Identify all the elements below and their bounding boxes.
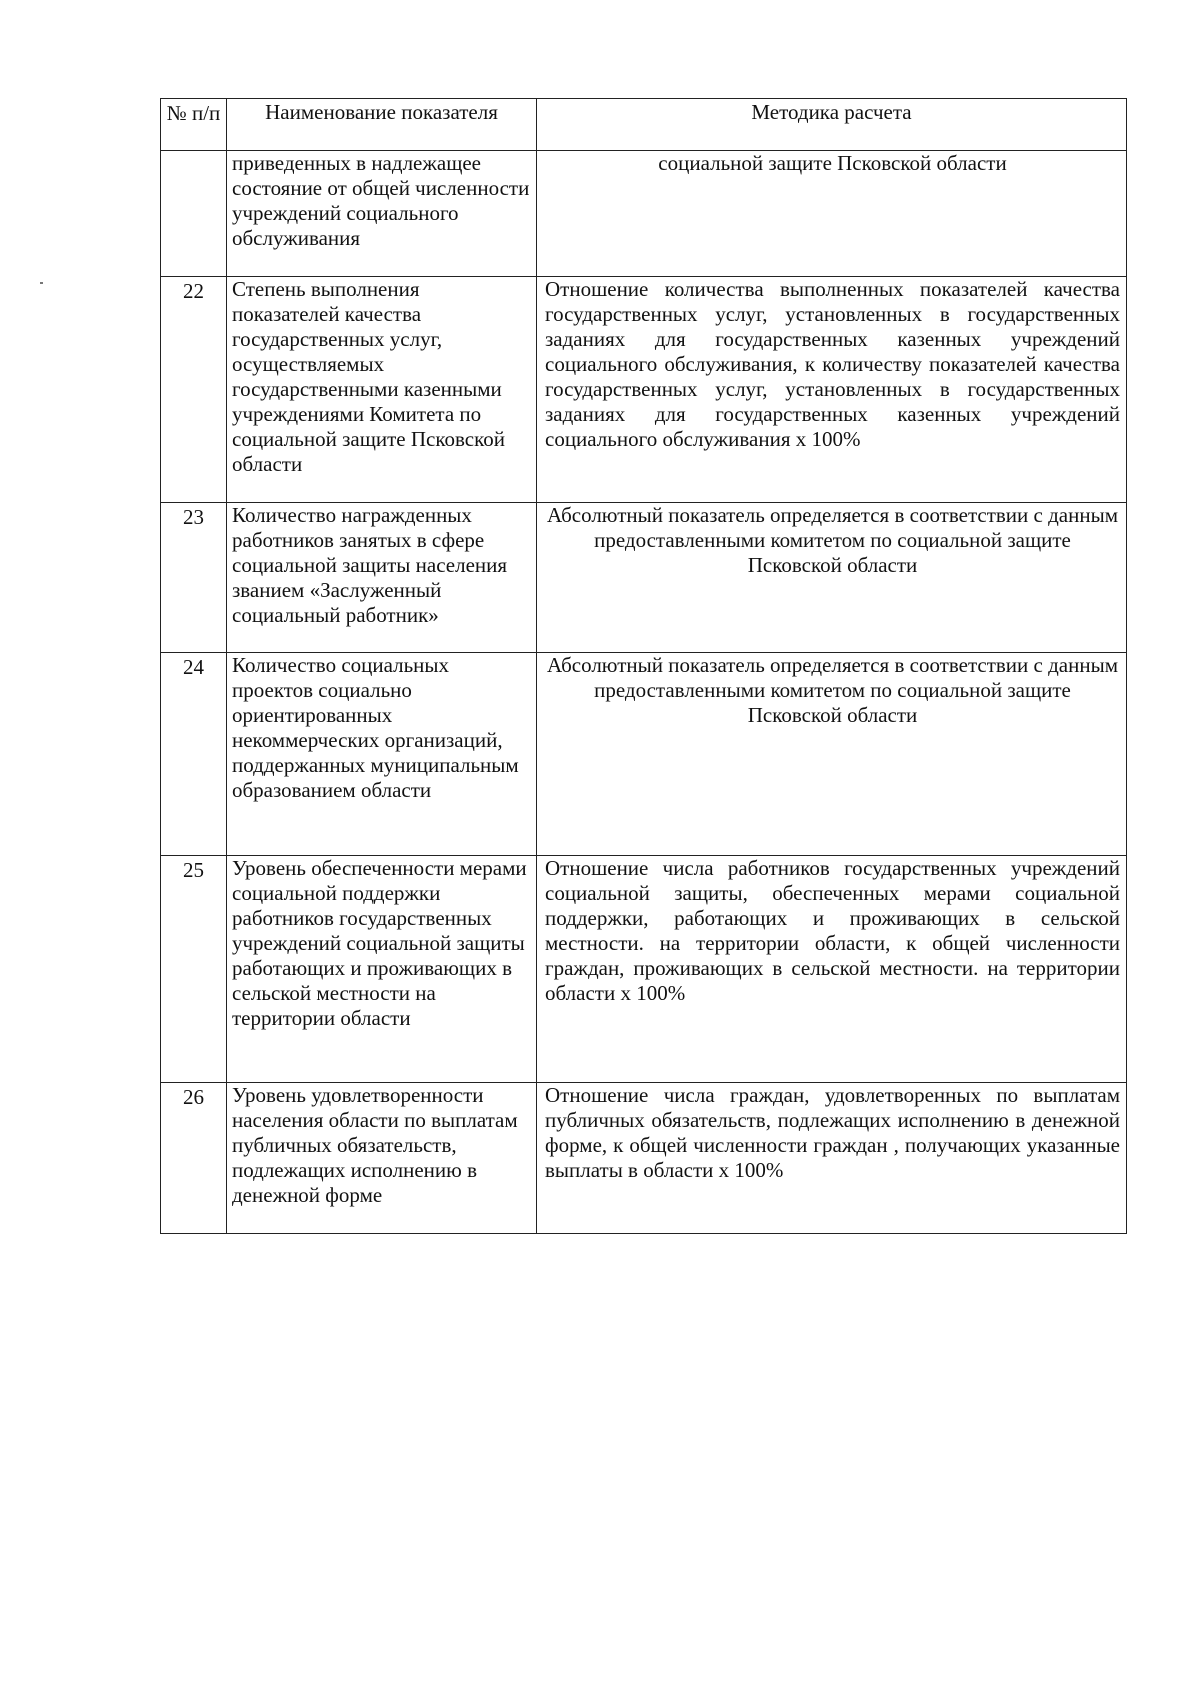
- row-indicator-name: приведенных в надлежащее состояние от общей численности учреждений социального обслуживания: [227, 151, 537, 277]
- row-indicator-name: Степень выполнения показателей качества государственных услуг, осуществляемых государственными казенными учреждениями Комитета по социальной защите Псковской области: [227, 277, 537, 503]
- row-calculation-method: социальной защите Псковской области: [537, 151, 1127, 277]
- header-calculation-method: Методика расчета: [537, 99, 1127, 151]
- table-row: [161, 1083, 1127, 1234]
- header-indicator-name: Наименование показателя: [227, 99, 537, 151]
- table-header-row: [161, 99, 1127, 151]
- table-row: [161, 151, 1127, 277]
- row-calculation-method: Отношение количества выполненных показателей качества государственных услуг, установленных в государственных заданиях для государственных казенных учреждений социального обслуживания, к количеству показателей качества государственных услуг, установленных в государственных заданиях для государственных казенных учреждений социального обслуживания х 100%: [537, 277, 1127, 503]
- row-number: 23: [161, 503, 227, 653]
- row-number: 22: [161, 277, 227, 503]
- header-number: № п/п: [161, 99, 227, 151]
- table-row: [161, 653, 1127, 856]
- row-number: 25: [161, 856, 227, 1083]
- indicators-table: [160, 98, 1127, 1234]
- table-row: [161, 856, 1127, 1083]
- table-row: [161, 503, 1127, 653]
- row-number: 24: [161, 653, 227, 856]
- row-calculation-method: Отношение числа граждан, удовлетворенных по выплатам публичных обязательств, подлежащих исполнению в денежной форме, к общей численности граждан , получающих указанные выплаты в области х 100%: [537, 1083, 1127, 1234]
- row-indicator-name: Количество награжденных работников занятых в сфере социальной защиты населения званием «Заслуженный социальный работник»: [227, 503, 537, 653]
- row-indicator-name: Количество социальных проектов социально ориентированных некоммерческих организаций, поддержанных муниципальным образованием области: [227, 653, 537, 856]
- row-calculation-method: Абсолютный показатель определяется в соответствии с данным предоставленными комитетом по социальной защите Псковской области: [537, 653, 1127, 856]
- row-calculation-method: Отношение числа работников государственных учреждений социальной защиты, обеспеченных мерами социальной поддержки, работающих и проживающих в сельской местности. на территории области, к общей численности граждан, проживающих в сельской местности. на территории области х 100%: [537, 856, 1127, 1083]
- row-indicator-name: Уровень обеспеченности мерами социальной поддержки работников государственных учреждений социальной защиты работающих и проживающих в сельской местности на территории области: [227, 856, 537, 1083]
- row-number: [161, 151, 227, 277]
- row-number: 26: [161, 1083, 227, 1234]
- row-indicator-name: Уровень удовлетворенности населения области по выплатам публичных обязательств, подлежащих исполнению в денежной форме: [227, 1083, 537, 1234]
- table-row: [161, 277, 1127, 503]
- row-calculation-method: Абсолютный показатель определяется в соответствии с данным предоставленными комитетом по социальной защите Псковской области: [537, 503, 1127, 653]
- scan-speck: [40, 282, 43, 284]
